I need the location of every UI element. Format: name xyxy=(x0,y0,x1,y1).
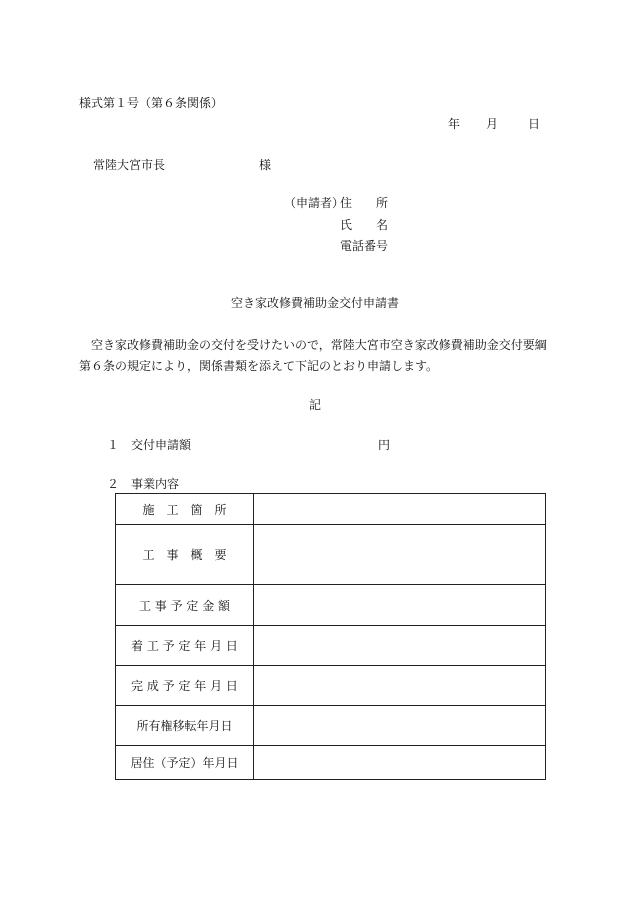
row-value-ownership-transfer-date[interactable] xyxy=(254,706,546,746)
row-label-construction-site: 施 工 箇 所 xyxy=(116,494,254,525)
row-label-work-summary: 工 事 概 要 xyxy=(116,525,254,585)
row-label-start-date: 着 工 予 定 年 月 日 xyxy=(116,626,254,666)
row-label-ownership-transfer-date: 所有権移転年月日 xyxy=(116,706,254,746)
project-detail-table xyxy=(115,493,546,780)
row-value-start-date[interactable] xyxy=(254,626,546,666)
row-value-completion-date[interactable] xyxy=(254,666,546,706)
addressee xyxy=(93,158,271,172)
row-value-residence-date[interactable] xyxy=(254,746,546,780)
item1-number: １ xyxy=(107,438,120,452)
table-row xyxy=(116,746,546,780)
table-row xyxy=(116,706,546,746)
date-year-label: 年 xyxy=(448,117,461,131)
document-title: 空き家改修費補助金交付申請書 xyxy=(230,296,399,310)
ki-heading: 記 xyxy=(308,398,321,412)
item2-number: ２ xyxy=(107,477,120,491)
row-label-completion-date: 完 成 予 定 年 月 日 xyxy=(116,666,254,706)
row-label-residence-date: 居住（予定）年月日 xyxy=(116,746,254,780)
applicant-phone-label: 電話番号 xyxy=(340,239,389,253)
row-value-construction-site[interactable] xyxy=(254,494,546,525)
table-row xyxy=(116,525,546,585)
item1-unit: 円 xyxy=(378,438,391,452)
date-month-label: 月 xyxy=(486,117,499,131)
date-line xyxy=(448,117,548,131)
form-number: 様式第１号（第６条関係） xyxy=(79,96,224,110)
row-value-work-summary[interactable] xyxy=(254,525,546,585)
item1-label: 交付申請額 xyxy=(131,438,192,452)
table-row xyxy=(116,626,546,666)
applicant-name-label: 氏 名 xyxy=(340,218,389,232)
applicant-address-label: 住 所 xyxy=(340,196,389,210)
table-row xyxy=(116,585,546,626)
addressee-name: 常陸大宮市長 xyxy=(93,158,166,172)
applicant-label: （申請者） xyxy=(284,196,345,210)
row-value-planned-cost[interactable] xyxy=(254,585,546,626)
addressee-honorific: 様 xyxy=(259,158,272,172)
item2-label: 事業内容 xyxy=(131,477,180,491)
row-label-planned-cost: 工 事 予 定 金 額 xyxy=(116,585,254,626)
table-row xyxy=(116,494,546,525)
application-statement: 空き家改修費補助金の交付を受けたいので，常陸大宮市空き家改修費補助金交付要綱第６条の規定により，関係書類を添えて下記のとおり申請します。 xyxy=(79,338,547,373)
table-row xyxy=(116,666,546,706)
date-day-label: 日 xyxy=(528,117,541,131)
